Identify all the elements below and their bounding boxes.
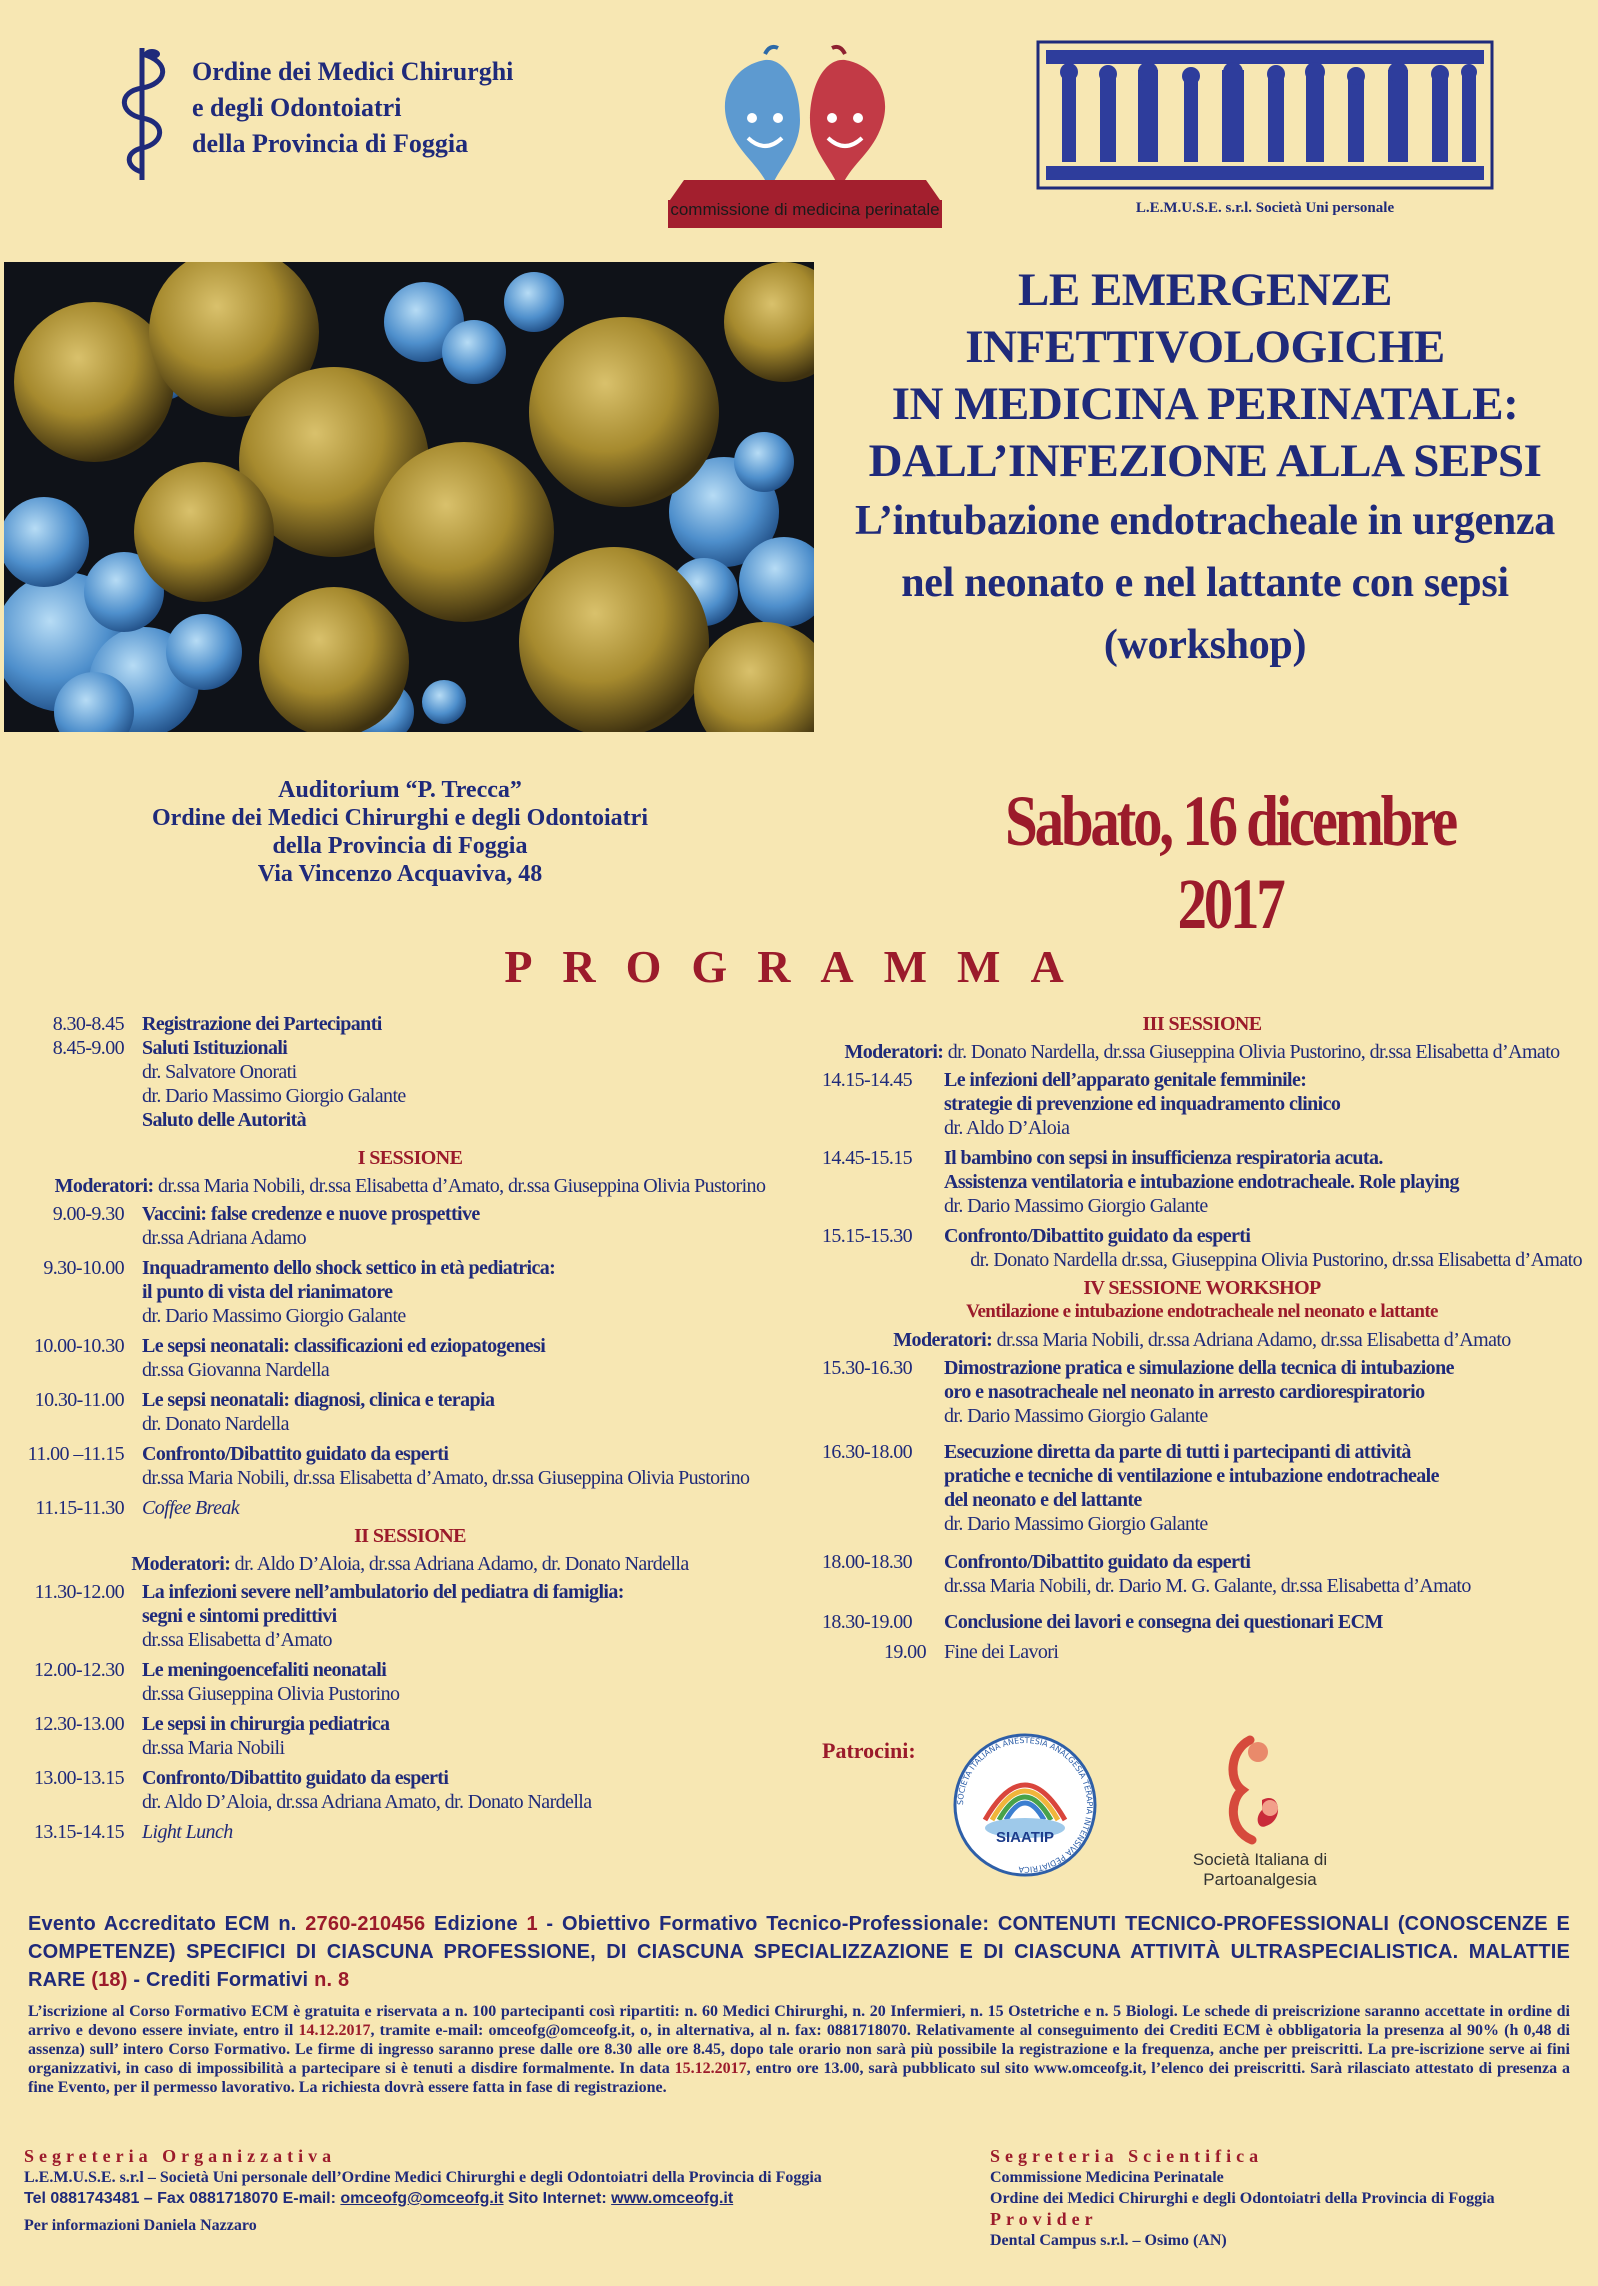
program-title: pratiche e tecniche di ventilazione e intubazione endotracheale	[944, 1465, 1439, 1487]
program-time: 11.00 –11.15	[27, 1443, 124, 1465]
program-title: Inquadramento dello shock settico in età pediatrica:	[142, 1257, 556, 1279]
sip-caption-line: Partoanalgesia	[1203, 1870, 1317, 1889]
event-date: Sabato, 16 dicembre 2017	[1005, 781, 1455, 944]
order-logo-block	[112, 44, 592, 184]
sip-logo	[1170, 1730, 1350, 1900]
moderators-names: dr. Donato Nardella, dr.ssa Giuseppina Olivia Pustorino, dr.ssa Elisabetta d’Amato	[943, 1041, 1560, 1063]
program-time: 8.30-8.45	[52, 1013, 124, 1035]
program-time: 14.45-15.15	[822, 1147, 913, 1169]
program-speaker: dr. Dario Massimo Giorgio Galante	[944, 1513, 1208, 1535]
registration-notice	[28, 2002, 1570, 2097]
program-item	[20, 1658, 800, 1706]
program-title: segni e sintomi predittivi	[142, 1605, 337, 1627]
sip-caption-line: Società Italiana di	[1192, 1850, 1328, 1869]
program-item	[20, 1766, 800, 1814]
program-speaker: dr. Dario Massimo Giorgio Galante	[944, 1195, 1208, 1217]
program-speaker: dr.ssa Giovanna Nardella	[142, 1359, 330, 1381]
subtitle-line: nel neonato e nel lattante con sepsi	[901, 560, 1509, 606]
order-name-line: della Provincia di Foggia	[192, 129, 469, 158]
program-speaker: dr. Donato Nardella dr.ssa, Giuseppina Olivia Pustorino, dr.ssa Elisabetta d’Amato	[970, 1249, 1582, 1271]
session-title: IV SESSIONE WORKSHOP	[1083, 1277, 1321, 1299]
notice-text: , tramite e-mail: omceofg@omceofg.it, o, in alternativa, al n. fax: 0881718070. Relativamente al conseguimento dei Crediti ECM è obbligatoria la presenza al 90% (h 0,48 di assenza) sull’ intero Corso Formativo. Le firme di ingresso saranno prese dalle ore 8.30 alle ore 8.45, dopo tale orario non sarà più possibile la registrazione e la frequenza, anche per preiscritti. La pre-iscrizione serve ai fini organizzativi, in caso di impossibilità a partecipare si è tenuti a disdire formalmente. In data	[28, 2022, 1571, 2077]
program-time: 14.15-14.45	[822, 1069, 913, 1091]
venue-line: della Provincia di Foggia	[272, 833, 528, 859]
lemuse-logo	[1036, 40, 1494, 230]
ecm-accreditation	[28, 1910, 1570, 1994]
ecm-edition: 1	[526, 1913, 538, 1935]
moderators-names: dr. Aldo D’Aloia, dr.ssa Adriana Adamo, dr. Donato Nardella	[230, 1553, 689, 1575]
notice-text: , entro ore 13.00, sarà pubblicato sul sito www.omceofg.it, l’elenco dei preiscritti. Sarà rilasciato attestato di presenza a fine Evento, per il permesso lavorativo. La richiesta dovrà essere fatta in fase di registrazione.	[28, 2060, 1571, 2096]
ecm-credits: n. 8	[314, 1969, 350, 1991]
program-item	[822, 1356, 1582, 1428]
scientific-secretariat-label: Segreteria Scientifica	[990, 2146, 1264, 2166]
organizing-secretariat-line: L.E.M.U.S.E. s.r.l – Società Uni personale dell’Ordine Medici Chirurghi e degli Odontoiatri della Provincia di Foggia	[24, 2169, 822, 2186]
program-title: Assistenza ventilatoria e intubazione endotracheale. Role playing	[944, 1171, 1459, 1193]
siaatip-logo	[950, 1730, 1100, 1890]
program-title: Le sepsi neonatali: classificazioni ed eziopatogenesi	[142, 1335, 546, 1357]
program-title: Saluto delle Autorità	[142, 1109, 307, 1131]
program-time: 8.45-9.00	[52, 1037, 124, 1059]
lemuse-caption: L.E.M.U.S.E. s.r.l. Società Uni personale	[1135, 200, 1395, 216]
program-speaker: dr. Aldo D’Aloia, dr.ssa Adriana Amato, dr. Donato Nardella	[142, 1791, 592, 1813]
moderators-names: dr.ssa Maria Nobili, dr.ssa Adriana Adamo, dr.ssa Elisabetta d’Amato	[992, 1329, 1511, 1351]
program-speaker: dr.ssa Maria Nobili, dr. Dario M. G. Galante, dr.ssa Elisabetta d’Amato	[944, 1575, 1471, 1597]
program-speaker: dr.ssa Maria Nobili	[142, 1737, 285, 1759]
program-title: Confronto/Dibattito guidato da esperti	[142, 1767, 449, 1789]
program-item	[20, 1388, 800, 1436]
program-title: Confronto/Dibattito guidato da esperti	[944, 1225, 1251, 1247]
program-time: 16.30-18.00	[822, 1441, 913, 1463]
moderators-label: Moderatori:	[844, 1041, 944, 1063]
program-time: 15.15-15.30	[822, 1225, 913, 1247]
session-moderators	[822, 1040, 1582, 1064]
title-line: INFETTIVOLOGICHE	[965, 321, 1445, 373]
siaatip-acronym: SIAATIP	[995, 1829, 1055, 1846]
program-item	[822, 1440, 1582, 1536]
venue-line: Via Vincenzo Acquaviva, 48	[257, 861, 543, 887]
program-title: Saluti Istituzionali	[142, 1037, 288, 1059]
program-title: Light Lunch	[142, 1821, 233, 1843]
contact-email-link[interactable]: omceofg@omceofg.it	[340, 2190, 504, 2207]
program-item	[20, 1202, 800, 1250]
subtitle-line: (workshop)	[1103, 622, 1307, 668]
program-right-column	[822, 1012, 1582, 1664]
program-item	[822, 1068, 1582, 1140]
venue-line: Auditorium “P. Trecca”	[278, 777, 522, 803]
session-moderators	[822, 1328, 1582, 1352]
contact-site-label: Sito Internet:	[503, 2190, 612, 2207]
venue-block	[100, 776, 700, 888]
caduceus-icon	[112, 44, 182, 184]
moderators-names: dr.ssa Maria Nobili, dr.ssa Elisabetta d’Amato, dr.ssa Giuseppina Olivia Pustorino	[153, 1175, 766, 1197]
notice-date: 15.12.2017	[674, 2060, 747, 2077]
program-speaker: dr.ssa Maria Nobili, dr.ssa Elisabetta d’Amato, dr.ssa Giuseppina Olivia Pustorino	[142, 1467, 750, 1489]
event-title	[820, 262, 1590, 676]
order-name-line: Ordine dei Medici Chirurghi	[192, 57, 514, 86]
program-speaker: dr. Dario Massimo Giorgio Galante	[142, 1305, 406, 1327]
program-item	[822, 1610, 1582, 1634]
program-item	[20, 1256, 800, 1328]
ecm-text: - Crediti Formativi	[127, 1969, 315, 1991]
program-speaker: dr.ssa Elisabetta d’Amato	[142, 1629, 332, 1651]
siaatip-ring-text: SOCIETÀ ITALIANA ANESTESIA ANALGESIA TERAPIA INTENSIVA PEDIATRICA	[955, 1735, 1095, 1875]
provider-name: Dental Campus s.r.l. – Osimo (AN)	[990, 2232, 1227, 2249]
program-speaker: dr.ssa Adriana Adamo	[142, 1227, 307, 1249]
notice-date: 14.12.2017	[298, 2022, 371, 2039]
ecm-text: Edizione	[425, 1913, 527, 1935]
session-moderators	[20, 1552, 800, 1576]
program-left-column	[20, 1012, 800, 1844]
program-title: Le meningoencefaliti neonatali	[142, 1659, 387, 1681]
program-time: 9.00-9.30	[52, 1203, 124, 1225]
program-item	[20, 1334, 800, 1382]
program-speaker: dr.ssa Giuseppina Olivia Pustorino	[142, 1683, 400, 1705]
moderators-label: Moderatori:	[54, 1175, 154, 1197]
classical-frieze-icon	[1036, 40, 1494, 190]
session-moderators	[20, 1174, 800, 1198]
program-item	[20, 1012, 800, 1036]
program-time: 18.30-19.00	[822, 1611, 913, 1633]
ecm-number: 2760-210456	[305, 1913, 426, 1935]
moderators-label: Moderatori:	[893, 1329, 993, 1351]
program-title: La infezioni severe nell’ambulatorio del pediatra di famiglia:	[142, 1581, 624, 1603]
subtitle-line: L’intubazione endotracheale in urgenza	[855, 498, 1555, 544]
program-title: Le sepsi neonatali: diagnosi, clinica e terapia	[142, 1389, 495, 1411]
program-title: Il bambino con sepsi in insufficienza respiratoria acuta.	[944, 1147, 1383, 1169]
program-time: 13.15-14.15	[33, 1821, 124, 1843]
provider-label: Provider	[990, 2209, 1098, 2229]
scientific-secretariat	[990, 2146, 1590, 2251]
program-time: 11.30-12.00	[34, 1581, 124, 1603]
program-time: 9.30-10.00	[43, 1257, 124, 1279]
program-title: Registrazione dei Partecipanti	[142, 1013, 382, 1035]
bacteria-micrograph	[4, 262, 814, 732]
programma-heading: PROGRAMMA	[504, 941, 1094, 992]
program-speaker: dr. Dario Massimo Giorgio Galante	[944, 1405, 1208, 1427]
order-name-line: e degli Odontoiatri	[192, 93, 402, 122]
program-title: Vaccini: false credenze e nuove prospettive	[142, 1203, 480, 1225]
program-time: 10.30-11.00	[34, 1389, 124, 1411]
program-title: Coffee Break	[142, 1497, 240, 1519]
program-speaker: dr. Salvatore Onorati	[142, 1061, 297, 1083]
program-title: il punto di vista del rianimatore	[142, 1281, 393, 1303]
ecm-text: Evento Accreditato ECM n.	[28, 1913, 306, 1935]
program-time: 11.15-11.30	[35, 1497, 124, 1519]
program-title: Le infezioni dell’apparato genitale femminile:	[944, 1069, 1307, 1091]
title-line: LE EMERGENZE	[1018, 264, 1392, 316]
program-title: oro e nasotracheale nel neonato in arresto cardiorespiratorio	[944, 1381, 1425, 1403]
program-time: 13.00-13.15	[33, 1767, 124, 1789]
program-title: Le sepsi in chirurgia pediatrica	[142, 1713, 390, 1735]
program-item	[20, 1496, 800, 1520]
session-title: III SESSIONE	[1142, 1013, 1262, 1035]
program-time: 15.30-16.30	[822, 1357, 913, 1379]
patrocini-label: Patrocini:	[822, 1738, 916, 1763]
program-item	[20, 1712, 800, 1760]
program-item	[822, 1224, 1582, 1272]
contact-site-link[interactable]: www.omceofg.it	[611, 2190, 734, 2207]
scientific-secretariat-line: Commissione Medicina Perinatale	[990, 2169, 1224, 2186]
program-title: del neonato e del lattante	[944, 1489, 1142, 1511]
program-time: 10.00-10.30	[33, 1335, 124, 1357]
session-title: I SESSIONE	[357, 1147, 463, 1169]
program-item	[20, 1580, 800, 1652]
program-item	[20, 1442, 800, 1490]
title-line: IN MEDICINA PERINATALE:	[891, 378, 1519, 430]
mother-child-icon	[1170, 1730, 1350, 1850]
sip-caption	[1170, 1850, 1350, 1890]
ecm-rare-diseases: (18)	[91, 1969, 128, 1991]
info-contact: Per informazioni Daniela Nazzaro	[24, 2217, 257, 2234]
program-title: Fine dei Lavori	[944, 1641, 1059, 1663]
program-time: 18.00-18.30	[822, 1551, 913, 1573]
contact-phone: Tel 0881743481 – Fax 0881718070 E-mail:	[24, 2190, 341, 2207]
moderators-label: Moderatori:	[131, 1553, 231, 1575]
program-time: 12.00-12.30	[33, 1659, 124, 1681]
session-subtitle: Ventilazione e intubazione endotracheale nel neonato e lattante	[966, 1301, 1438, 1322]
program-title: Esecuzione diretta da parte di tutti i partecipanti di attività	[944, 1441, 1411, 1463]
program-item	[822, 1146, 1582, 1218]
program-title: Confronto/Dibattito guidato da esperti	[944, 1551, 1251, 1573]
program-title: Dimostrazione pratica e simulazione della tecnica di intubazione	[944, 1357, 1454, 1379]
program-item	[20, 1820, 800, 1844]
order-name	[192, 54, 513, 162]
ecm-text: - Obiettivo Formativo Tecnico-Professionale: CONTENUTI TECNICO-PROFESSIONALI (CONOSCENZE E COMPETENZE) SPECIFICI DI CIASCUNA PROFESSIONE, DI CIASCUNA SPECIALIZZAZIONE E DI CIASCUNA ATTIVITÀ ULTRASPECIALISTICA. MALATTIE RARE	[28, 1913, 1570, 1991]
organizing-secretariat-label: Segreteria Organizzativa	[24, 2146, 337, 2166]
notice-text: L’iscrizione al Corso Formativo ECM è gratuita e riservata a n. 100 partecipanti così ripartiti: n. 60 Medici Chirurghi, n. 20 Infermieri, n. 15 Ostetriche e n. 5 Biologi. Le schede di preiscrizione saranno accettate in ordine di arrivo e devono essere inviate, entro il	[28, 2003, 1570, 2039]
program-item	[20, 1036, 800, 1132]
scientific-secretariat-line: Ordine dei Medici Chirurghi e degli Odontoiatri della Provincia di Foggia	[990, 2190, 1495, 2207]
program-time: 12.30-13.00	[33, 1713, 124, 1735]
commission-logo	[660, 40, 950, 230]
title-line: DALL’INFEZIONE ALLA SEPSI	[868, 435, 1542, 487]
program-title: Conclusione dei lavori e consegna dei questionari ECM	[944, 1611, 1383, 1633]
contact-line	[24, 2188, 924, 2209]
program-speaker: dr. Aldo D’Aloia	[944, 1117, 1070, 1139]
session-title: II SESSIONE	[354, 1525, 466, 1547]
program-title: strategie di prevenzione ed inquadramento clinico	[944, 1093, 1341, 1115]
program-speaker: dr. Donato Nardella	[142, 1413, 289, 1435]
program-speaker: dr. Dario Massimo Giorgio Galante	[142, 1085, 406, 1107]
program-item	[822, 1550, 1582, 1598]
venue-line: Ordine dei Medici Chirurghi e degli Odontoiatri	[152, 805, 648, 831]
commission-logo-text: commissione di medicina perinatale	[670, 200, 940, 219]
program-time: 19.00	[883, 1641, 926, 1663]
program-item	[822, 1640, 1582, 1664]
program-title: Confronto/Dibattito guidato da esperti	[142, 1443, 449, 1465]
organizing-secretariat	[24, 2146, 924, 2236]
